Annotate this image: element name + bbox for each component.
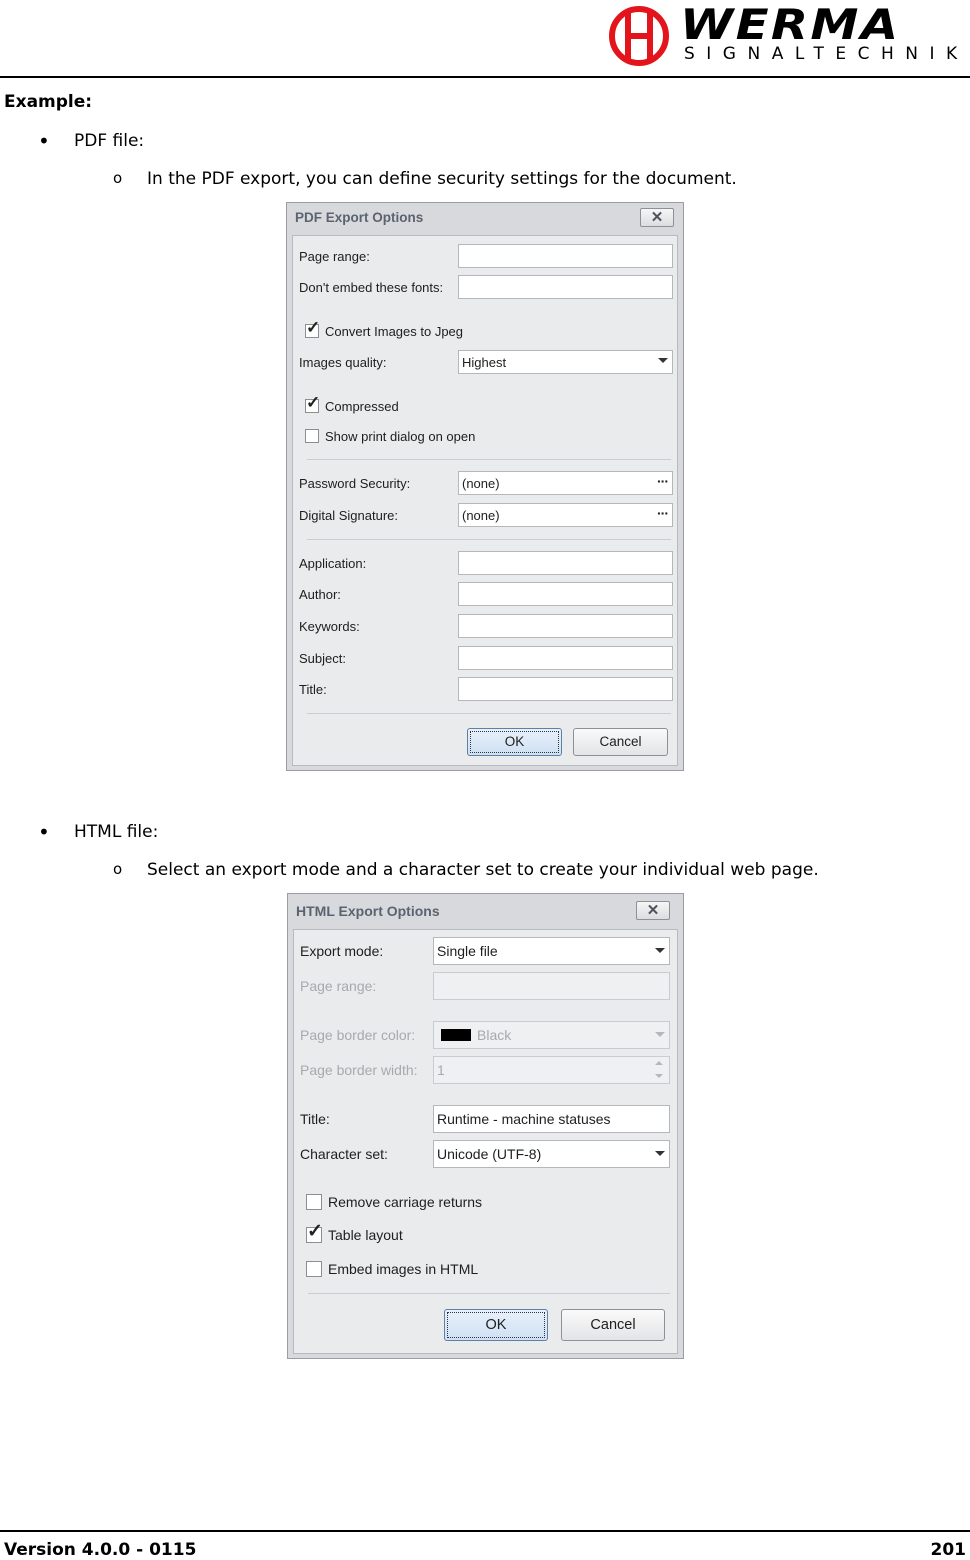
digital-signature-field[interactable]: (none) ··· [458, 503, 673, 527]
werma-logo [608, 0, 969, 70]
page-number: 201 [930, 1540, 966, 1560]
page-border-width-label: Page border width: [300, 1062, 418, 1078]
keywords-input[interactable] [458, 614, 673, 638]
title-label: Title: [299, 682, 327, 697]
title-label: Title: [300, 1111, 330, 1127]
character-set-label: Character set: [300, 1146, 388, 1162]
remove-cr-label: Remove carriage returns [328, 1194, 483, 1210]
convert-jpeg-label: Convert Images to Jpeg [325, 324, 464, 339]
compressed-label: Compressed [325, 399, 399, 414]
images-quality-label: Images quality: [299, 355, 387, 370]
werma-emblem-icon [608, 4, 674, 70]
cancel-button[interactable]: Cancel [573, 728, 668, 756]
digital-signature-label: Digital Signature: [299, 508, 398, 523]
bullet-html-text: HTML file: [74, 822, 159, 842]
convert-jpeg-checkbox[interactable] [305, 318, 321, 338]
ok-button[interactable]: OK [467, 728, 562, 756]
cancel-button[interactable]: Cancel [561, 1309, 665, 1341]
images-quality-select[interactable]: Highest [458, 350, 673, 374]
export-mode-label: Export mode: [300, 943, 384, 959]
dialog-titlebar [288, 894, 683, 922]
example-heading: Example: [4, 92, 93, 112]
character-set-select[interactable]: Unicode (UTF-8) [433, 1140, 670, 1168]
subject-input[interactable] [458, 646, 673, 670]
dialog-body [292, 235, 678, 766]
html-export-dialog [287, 893, 684, 1359]
password-security-field[interactable]: (none) ··· [458, 471, 673, 495]
page-border-width-spinner[interactable]: 1 [433, 1056, 670, 1084]
page-header [0, 0, 970, 78]
no-embed-fonts-input[interactable] [458, 275, 673, 299]
embed-images-label: Embed images in HTML [328, 1261, 479, 1277]
application-label: Application: [299, 556, 367, 571]
sub-bullet-marker: o [113, 860, 123, 878]
dialog-titlebar [287, 203, 683, 231]
table-layout-label: Table layout [328, 1227, 403, 1243]
page-border-color-select[interactable]: Black [433, 1021, 670, 1049]
sub-pdf-text: In the PDF export, you can define security settings for the document. [147, 169, 737, 189]
application-input[interactable] [458, 551, 673, 575]
bullet-pdf-text: PDF file: [74, 131, 145, 151]
page-range-input[interactable] [458, 244, 673, 268]
sub-html-text: Select an export mode and a character set to create your individual web page. [147, 860, 819, 880]
page-range-label: Page range: [299, 249, 370, 264]
separator [307, 713, 671, 714]
spin-up-icon[interactable] [655, 1061, 663, 1065]
dialog-body [293, 929, 678, 1354]
separator [308, 1293, 670, 1294]
logo-wordmark: WERMA [680, 0, 901, 49]
print-dialog-label: Show print dialog on open [325, 429, 476, 444]
export-mode-select[interactable]: Single file [433, 937, 670, 965]
bullet-dot: • [38, 820, 50, 844]
ok-button[interactable]: OK [444, 1309, 548, 1341]
keywords-label: Keywords: [299, 619, 360, 634]
title-input[interactable] [458, 677, 673, 701]
close-button[interactable] [636, 901, 670, 920]
page-footer [0, 1530, 970, 1560]
dialog-title: HTML Export Options [296, 903, 440, 919]
sub-bullet-marker: o [113, 169, 123, 187]
bullet-dot: • [38, 129, 50, 153]
separator [307, 539, 671, 540]
chevron-down-icon [655, 1032, 665, 1037]
close-icon: ✕ [646, 902, 660, 919]
close-button[interactable] [640, 208, 674, 227]
author-label: Author: [299, 587, 341, 602]
color-swatch [441, 1029, 471, 1041]
remove-cr-checkbox[interactable] [306, 1194, 322, 1210]
print-dialog-checkbox[interactable] [305, 429, 319, 443]
author-input[interactable] [458, 582, 673, 606]
separator [307, 459, 671, 460]
version-text: Version 4.0.0 - 0115 [4, 1540, 197, 1560]
subject-label: Subject: [299, 651, 346, 666]
pdf-export-dialog [286, 202, 684, 771]
dialog-title: PDF Export Options [295, 210, 424, 225]
page-range-label: Page range: [300, 978, 377, 994]
check-icon: ✓ [307, 1221, 323, 1242]
table-layout-checkbox[interactable] [306, 1221, 323, 1243]
ellipsis-icon[interactable]: ··· [657, 505, 668, 521]
password-security-label: Password Security: [299, 476, 411, 491]
logo-subtitle: SIGNALTECHNIK [684, 44, 969, 64]
check-icon: ✓ [306, 393, 321, 412]
compressed-checkbox[interactable] [305, 393, 321, 413]
title-input[interactable]: Runtime - machine statuses [433, 1105, 670, 1133]
embed-images-checkbox[interactable] [306, 1261, 322, 1277]
page-range-input[interactable] [433, 972, 670, 1000]
chevron-down-icon [655, 1151, 665, 1156]
chevron-down-icon [658, 358, 668, 363]
page-border-color-label: Page border color: [300, 1027, 416, 1043]
no-embed-fonts-label: Don't embed these fonts: [299, 280, 444, 295]
close-icon: ✕ [650, 209, 664, 226]
chevron-down-icon [655, 948, 665, 953]
check-icon: ✓ [306, 318, 321, 337]
spin-down-icon[interactable] [655, 1074, 663, 1078]
ellipsis-icon[interactable]: ··· [657, 473, 668, 489]
